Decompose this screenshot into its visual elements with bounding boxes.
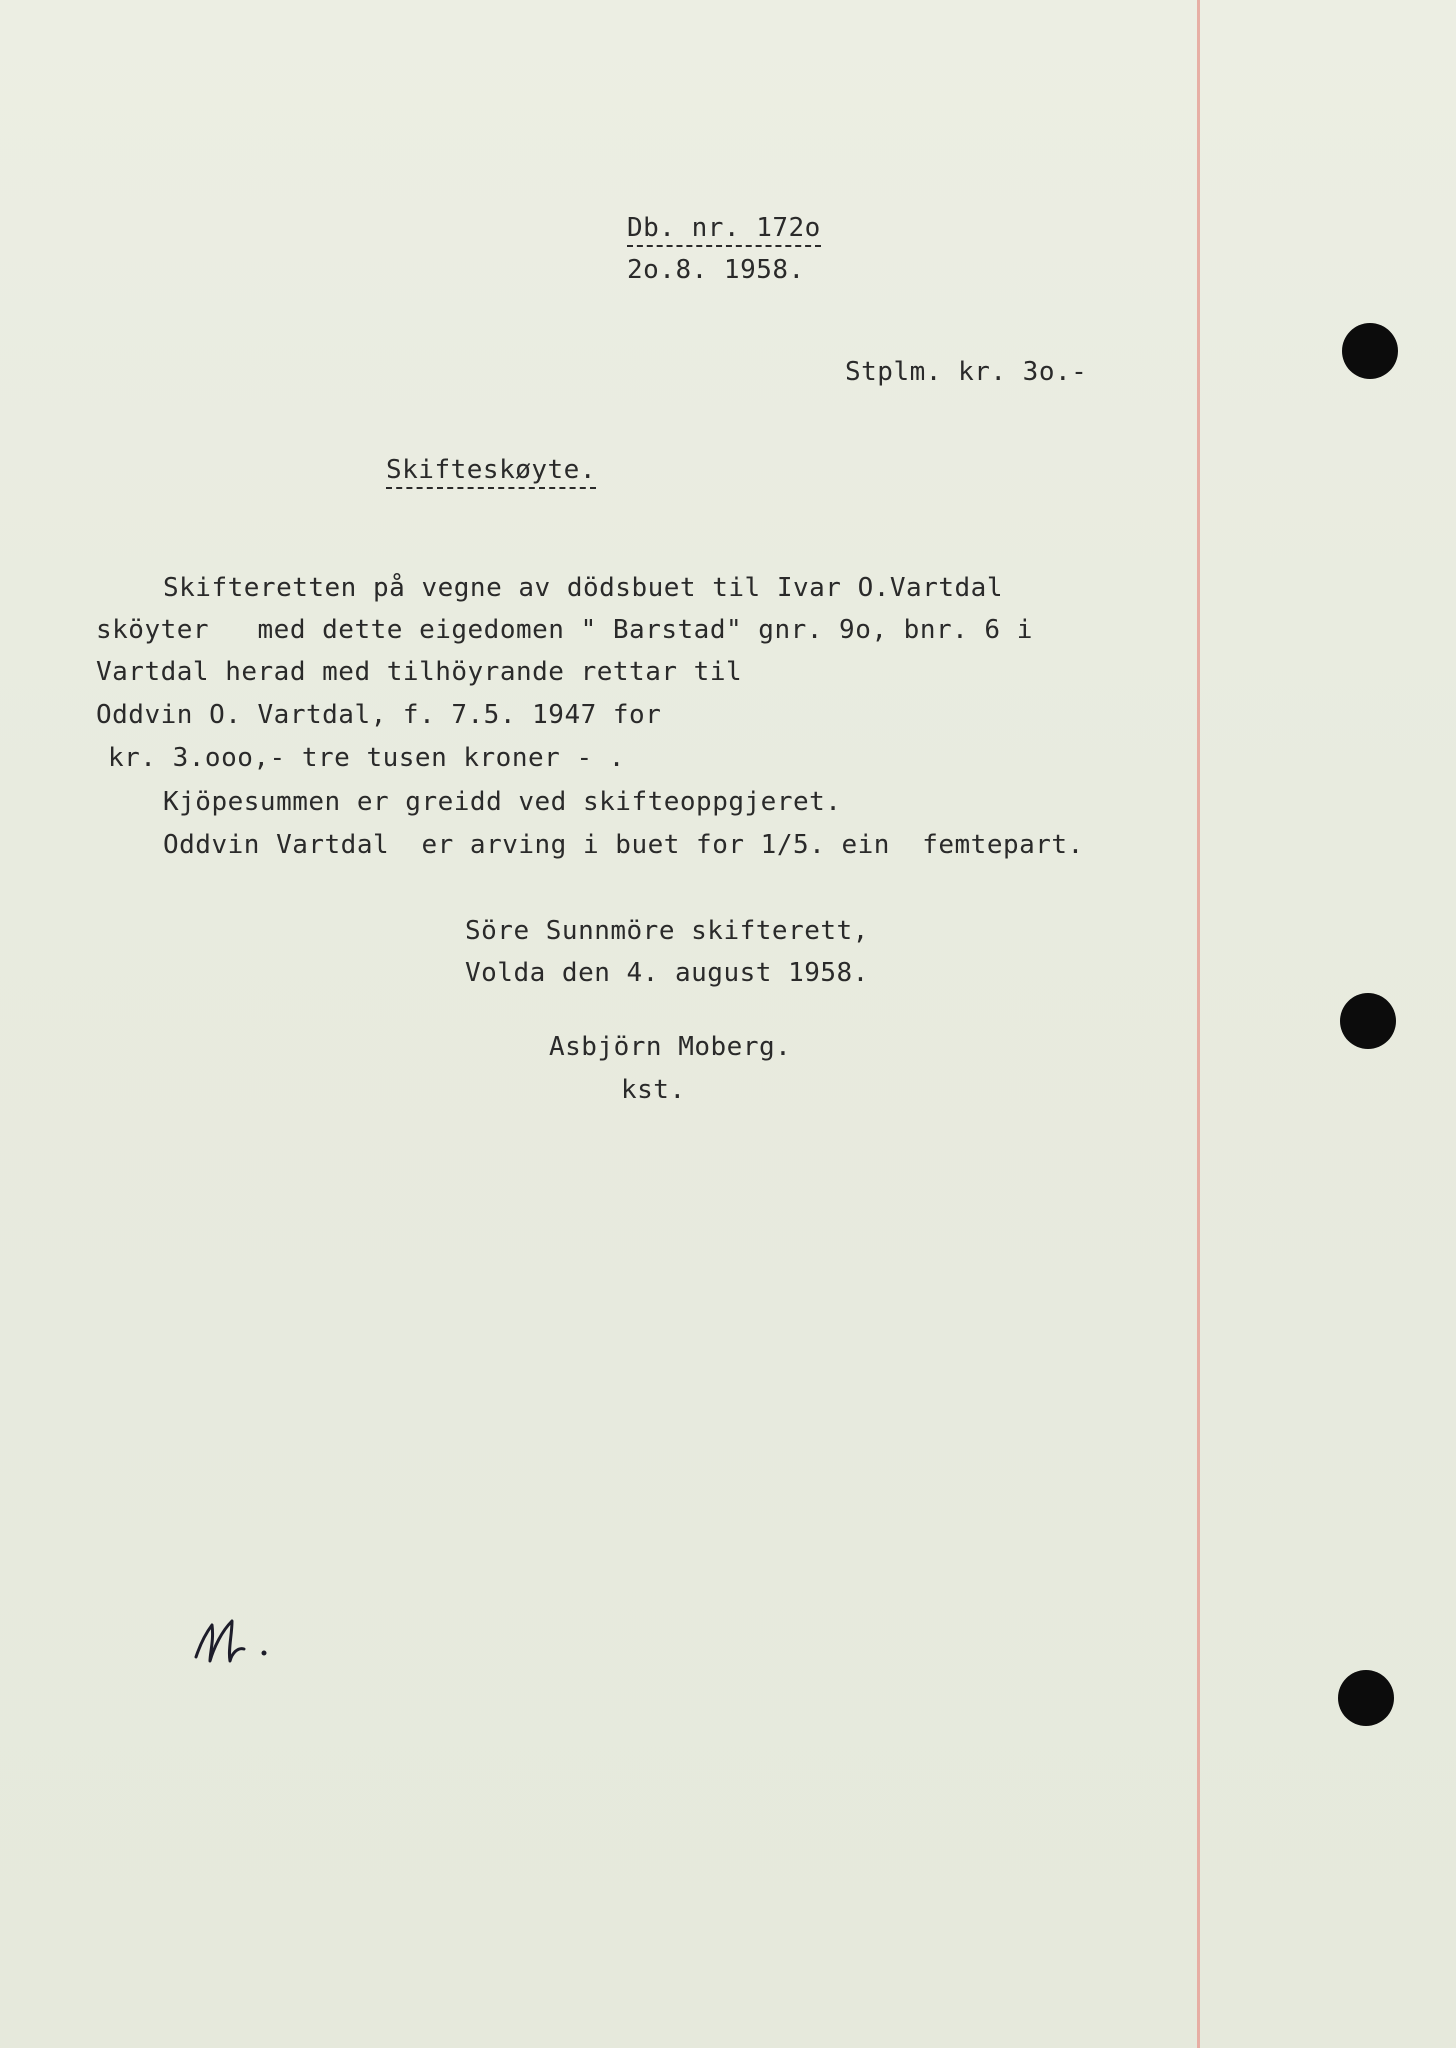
body-line: Oddvin O. Vartdal, f. 7.5. 1947 for (96, 700, 662, 730)
body-line: kr. 3.ooo,- tre tusen kroner - . (108, 743, 625, 773)
margin-rule (1197, 0, 1200, 2048)
body-line: Vartdal herad med tilhöyrande rettar til (96, 657, 743, 687)
court-name: Söre Sunnmöre skifterett, (465, 916, 869, 946)
punch-hole (1340, 993, 1396, 1049)
db-number: Db. nr. 172o (627, 213, 821, 247)
signatory-name: Asbjörn Moberg. (549, 1032, 792, 1062)
document-title: Skifteskøyte. (386, 455, 596, 489)
body-line: sköyter med dette eigedomen " Barstad" gnr. 9o, bnr. 6 i (96, 615, 1033, 645)
stamp-fee: Stplm. kr. 3o.- (845, 357, 1088, 387)
handwritten-initials (188, 1595, 308, 1675)
place-date: Volda den 4. august 1958. (465, 958, 869, 988)
signatory-title: kst. (621, 1075, 686, 1105)
body-line: Kjöpesummen er greidd ved skifteoppgjeret. (163, 787, 842, 817)
punch-hole (1342, 323, 1398, 379)
body-line: Skifteretten på vegne av dödsbuet til Ivar O.Vartdal (163, 573, 1003, 603)
registration-date: 2o.8. 1958. (627, 255, 805, 285)
punch-hole (1338, 1670, 1394, 1726)
body-line: Oddvin Vartdal er arving i buet for 1/5. ein femtepart. (163, 830, 1084, 860)
